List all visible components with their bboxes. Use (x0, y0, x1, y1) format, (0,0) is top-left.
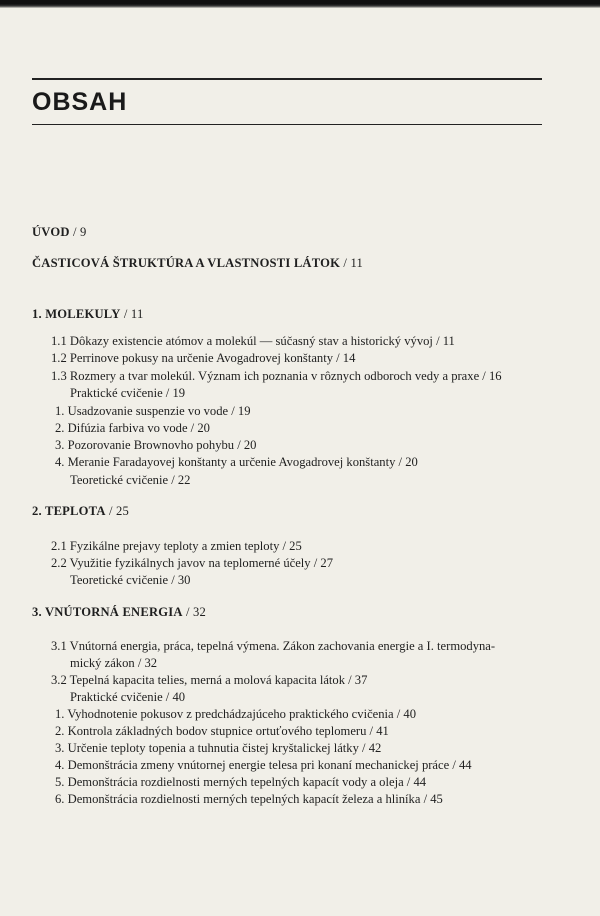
toc-section-1-2: 1.2 Perrinove pokusy na určenie Avogadrovej konštanty / 14 (51, 351, 356, 365)
toc-section-3-2: 3.2 Tepelná kapacita telies, merná a molová kapacita látok / 37 (51, 673, 368, 687)
toc-item: 6. Demonštrácia rozdielnosti merných tepelných kapacít železa a hliníka / 45 (55, 792, 443, 806)
toc-practical-1: Praktické cvičenie / 19 (70, 386, 186, 400)
toc-section-2-2: 2.2 Využitie fyzikálnych javov na teplomerné účely / 27 (51, 556, 333, 570)
page-title: OBSAH (32, 88, 128, 116)
toc-item: 4. Meranie Faradayovej konštanty a určenie Avogadrovej konštanty / 20 (55, 455, 418, 469)
toc-section-2-1: 2.1 Fyzikálne prejavy teploty a zmien teploty / 25 (51, 539, 302, 553)
toc-section-1-1: 1.1 Dôkazy existencie atómov a molekúl — súčasný stav a historický vývoj / 11 (51, 334, 455, 348)
toc-section-3-1-cont: mický zákon / 32 (70, 656, 158, 670)
toc-item: 1. Usadzovanie suspenzie vo vode / 19 (55, 404, 251, 418)
toc-item: 5. Demonštrácia rozdielnosti merných tepelných kapacít vody a oleja / 44 (55, 775, 427, 789)
toc-part-heading: ČASTICOVÁ ŠTRUKTÚRA A VLASTNOSTI LÁTOK / 11 (32, 256, 364, 270)
toc-item: 1. Vyhodnotenie pokusov z predchádzajúceho praktického cvičenia / 40 (55, 707, 417, 721)
toc-section-1-3: 1.3 Rozmery a tvar molekúl. Význam ich poznania v rôznych odboroch vedy a praxe / 16 (51, 369, 502, 383)
toc-chapter-1: 1. MOLEKULY / 11 (32, 307, 144, 321)
toc-theoretical-1: Teoretické cvičenie / 22 (70, 473, 191, 487)
toc-theoretical-2: Teoretické cvičenie / 30 (70, 573, 191, 587)
toc-item: 2. Kontrola základných bodov stupnice ortuťového teplomeru / 41 (55, 724, 389, 738)
toc-chapter-3: 3. VNÚTORNÁ ENERGIA / 32 (32, 605, 207, 619)
toc-chapter-2: 2. TEPLOTA / 25 (32, 504, 130, 518)
toc-item: 3. Určenie teploty topenia a tuhnutia čistej kryštalickej látky / 42 (55, 741, 382, 755)
toc-section-3-1: 3.1 Vnútorná energia, práca, tepelná výmena. Zákon zachovania energie a I. termodyna- (51, 639, 496, 653)
toc-item: 2. Difúzia farbiva vo vode / 20 (55, 421, 210, 435)
toc-item: 4. Demonštrácia zmeny vnútornej energie telesa pri konaní mechanickej práce / 44 (55, 758, 472, 772)
toc-practical-3: Praktické cvičenie / 40 (70, 690, 186, 704)
toc-item: 3. Pozorovanie Brownovho pohybu / 20 (55, 438, 257, 452)
toc-intro: ÚVOD / 9 (32, 225, 87, 239)
